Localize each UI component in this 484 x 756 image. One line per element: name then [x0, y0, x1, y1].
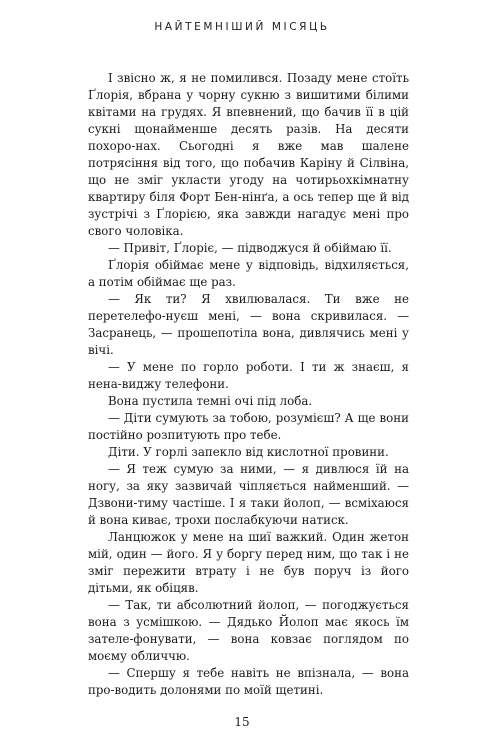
running-head: НАЙТЕМНІШИЙ МІСЯЦЬ	[154, 21, 330, 33]
paragraph: Ґлорія обіймає мене у відповідь, відхиляється, а потім обіймає ще раз.	[88, 258, 409, 289]
paragraph: — Як ти? Я хвилювалася. Ти вже не перетелефо-нуєш мені, — вона скривилася. — Засранець, — прошепотіла вона, дивлячись мені у вічі.	[88, 292, 409, 357]
body-text	[88, 70, 409, 699]
paragraph: — Діти сумують за тобою, розумієш? А ще вони постійно розпитують про тебе.	[88, 411, 409, 442]
paragraph: — Я теж сумую за ними, — я дивлюся їй на ногу, за яку зазвичай чіпляється найменший. — Дзвони-тиму частіше. І я таки йолоп, — всміхаюся й вона киває, трохи послабкуючи натиск.	[88, 462, 409, 527]
paragraph: Діти. У горлі запекло від кислотної провини.	[108, 445, 389, 459]
paragraph: — Так, ти абсолютний йолоп, — погоджується вона з усмішкою. — Дядько Йолоп має якось їм зателе-фонувати, — вона ковзає поглядом по моєму обличчю.	[88, 598, 409, 663]
paragraph: Ланцюжок у мене на шиї важкий. Один жетон мій, один — його. Я у боргу перед ним, що так і не зміг пережити втрату і не був поруч із його дітьми, як обіцяв.	[88, 530, 409, 595]
paragraph: Вона пустила темні очі під лоба.	[108, 394, 313, 408]
paragraph: — Привіт, Ґлоріє, — підводжуся й обіймаю її.	[108, 241, 392, 255]
paragraph: — У мене по горло роботи. І ти ж знаєш, я нена-виджу телефони.	[88, 360, 409, 391]
page-number: 15	[234, 715, 250, 729]
paragraph: — Спершу я тебе навіть не впізнала, — вона про-водить долонями по моїй щетині.	[88, 666, 409, 697]
paragraph: І звісно ж, я не помилився. Позаду мене стоїть Ґлорія, вбрана у чорну сукню з вишитими білими квітами на грудях. Я впевнений, що бачив її в цій сукні щонайменше десять разів. На десяти похоро-нах. Сьогодні я вже мав шалене потрясіння від того, що побачив Каріну й Сілвіна, що не зміг укласти угоду на чотирьохкімнатну квартиру біля Форт Бен-нінґа, а ось тепер ще й від зустрічі з Ґлорією, яка завжди нагадує мені про свого чоловіка.	[88, 71, 409, 238]
